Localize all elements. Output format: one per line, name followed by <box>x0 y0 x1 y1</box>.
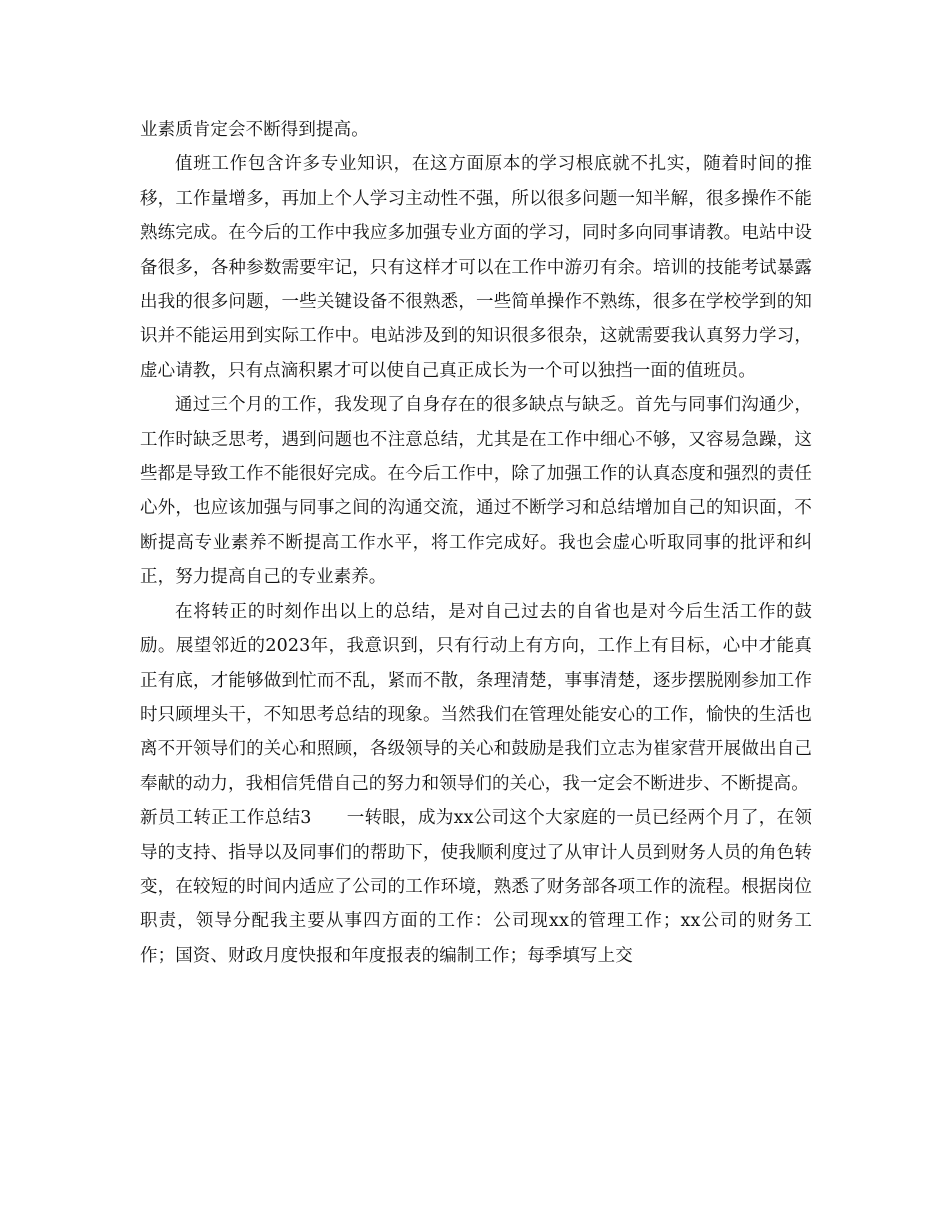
paragraph-conclusion: 在将转正的时刻作出以上的总结，是对自己过去的自省也是对今后生活工作的鼓励。展望邻近的2023年，我意识到，只有行动上有方向，工作上有目标，心中才能真正有底，才能够做到忙而不乱，紧而不散，条理清楚，事事清楚，逐步摆脱刚参加工作时只顾埋头干，不知思考总结的现象。当然我们在管理处能安心的工作，愉快的生活也离不开领导们的关心和照顾，各级领导的关心和鼓励是我们立志为崔家营开展做出自己奉献的动力，我相信凭借自己的努力和领导们的关心，我一定会不断进步、不断提高。 <box>140 601 812 794</box>
section-heading: 新员工转正工作总结3 <box>140 808 312 829</box>
section-summary-3 <box>140 801 812 973</box>
paragraph-continuation: 业素质肯定会不断得到提高。 <box>140 120 369 140</box>
section-body-text: 一转眼，成为xx公司这个大家庭的一员已经两个月了，在领导的支持、指导以及同事们的帮助下，使我顺利度过了从审计人员到财务人员的角色转变，在较短的时间内适应了公司的工作环境，熟悉了财务部各项工作的流程。根据岗位职责，领导分配我主要从事四方面的工作：公司现xx的管理工作；xx公司的财务工作；国资、财政月度快报和年度报表的编制工作；每季填写上交 <box>140 808 812 966</box>
paragraph-shortcomings: 通过三个月的工作，我发现了自身存在的很多缺点与缺乏。首先与同事们沟通少，工作时缺乏思考，遇到问题也不注意总结，尤其是在工作中细心不够，又容易急躁，这些都是导致工作不能很好完成。在今后工作中，除了加强工作的认真态度和强烈的责任心外，也应该加强与同事之间的沟通交流，通过不断学习和总结增加自己的知识面，不断提高专业素养不断提高工作水平，将工作完成好。我也会虚心听取同事的批评和纠正，努力提高自己的专业素养。 <box>140 395 812 588</box>
document-body <box>140 113 812 973</box>
paragraph-duty-knowledge: 值班工作包含许多专业知识，在这方面原本的学习根底就不扎实，随着时间的推移，工作量增多，再加上个人学习主动性不强，所以很多问题一知半解，很多操作不能熟练完成。在今后的工作中我应多加强专业方面的学习，同时多向同事请教。电站中设备很多，各种参数需要牢记，只有这样才可以在工作中游刃有余。培训的技能考试暴露出我的很多问题，一些关键设备不很熟悉，一些简单操作不熟练，很多在学校学到的知识并不能运用到实际工作中。电站涉及到的知识很多很杂，这就需要我认真努力学习，虚心请教，只有点滴积累才可以使自己真正成长为一个可以独挡一面的值班员。 <box>140 154 812 381</box>
